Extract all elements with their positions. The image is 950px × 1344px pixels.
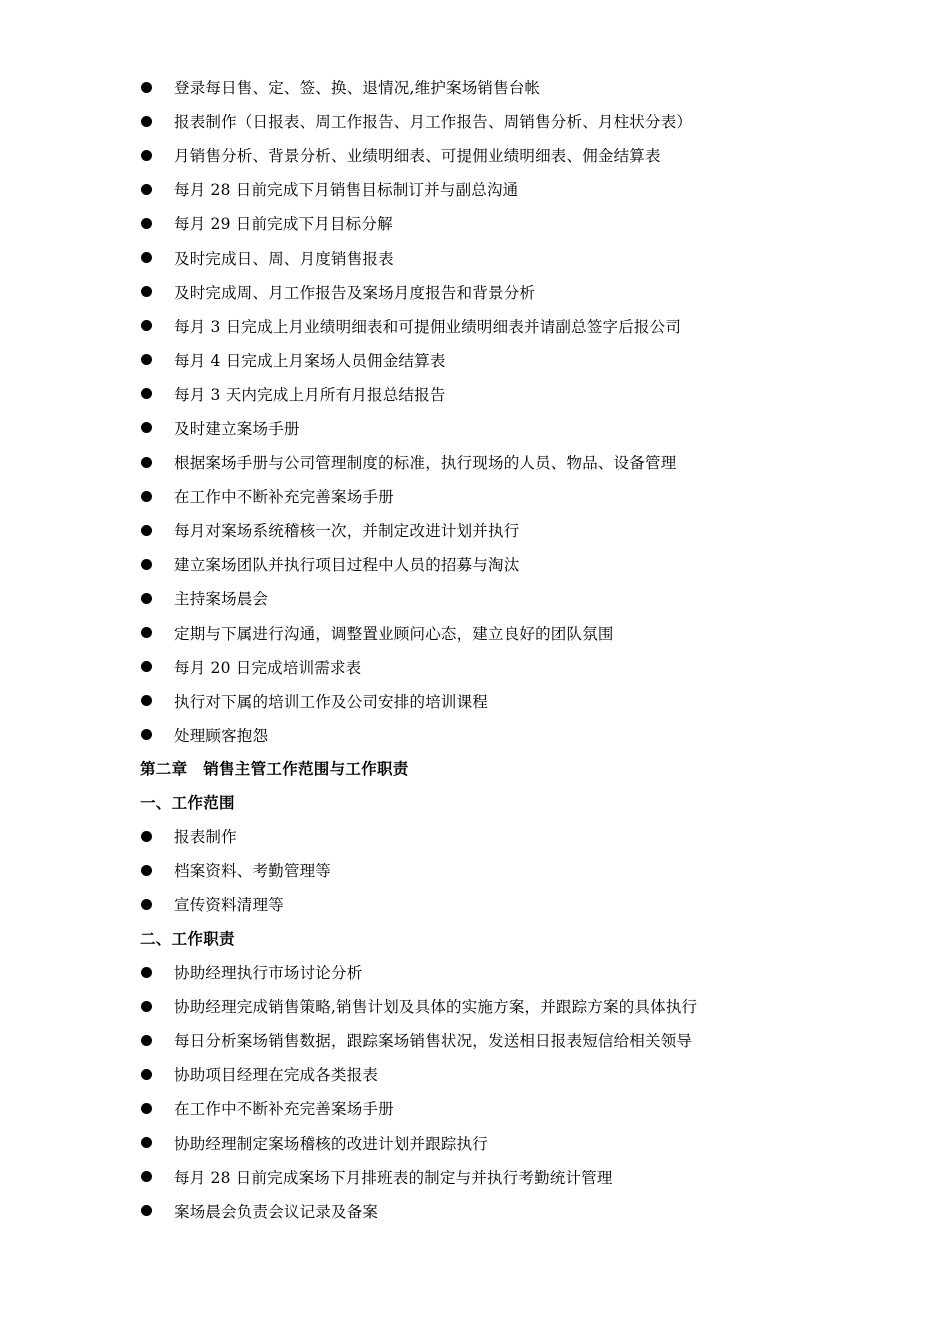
bullet-icon xyxy=(141,422,152,433)
list-item xyxy=(140,343,900,377)
list-item xyxy=(140,104,900,138)
list-item xyxy=(140,887,900,921)
list-item xyxy=(140,1125,900,1159)
list-item xyxy=(140,1057,900,1091)
list-item-text: 月销售分析、背景分析、业绩明细表、可提佣业绩明细表、佣金结算表 xyxy=(174,147,661,166)
bullet-icon xyxy=(141,320,152,331)
bullet-icon xyxy=(141,1137,152,1148)
bullet-icon xyxy=(141,116,152,127)
list-item xyxy=(140,1091,900,1125)
bullet-icon xyxy=(141,184,152,195)
section-heading-scope: 一、工作范围 xyxy=(140,793,235,812)
list-item-text: 协助经理制定案场稽核的改进计划并跟踪执行 xyxy=(174,1134,489,1153)
list-item xyxy=(140,819,900,853)
bullet-icon xyxy=(141,1069,152,1080)
list-item-text: 每月 3 日完成上月业绩明细表和可提佣业绩明细表并请副总签字后报公司 xyxy=(174,317,682,336)
section-heading-duties: 二、工作职责 xyxy=(140,929,235,948)
bullet-icon xyxy=(141,627,152,638)
bullet-icon xyxy=(141,286,152,297)
list-item-text: 每月 20 日完成培训需求表 xyxy=(174,658,362,677)
list-item-text: 定期与下属进行沟通，调整置业顾问心态，建立良好的团队氛围 xyxy=(174,624,614,643)
list-item-text: 每月 3 天内完成上月所有月报总结报告 xyxy=(174,385,446,404)
list-item-text: 协助项目经理在完成各类报表 xyxy=(174,1066,379,1085)
list-item xyxy=(140,650,900,684)
bullet-icon xyxy=(141,831,152,842)
list-item-text: 主持案场晨会 xyxy=(174,590,269,609)
bullet-icon xyxy=(141,218,152,229)
bullet-icon xyxy=(141,1035,152,1046)
bullet-icon xyxy=(141,82,152,93)
list-item xyxy=(140,1194,900,1228)
list-item-text: 及时完成日、周、月度销售报表 xyxy=(174,249,394,268)
list-item-text: 处理顾客抱怨 xyxy=(174,726,269,745)
bullet-icon xyxy=(141,661,152,672)
bullet-icon xyxy=(141,457,152,468)
list-item xyxy=(140,479,900,513)
bullet-icon xyxy=(141,1171,152,1182)
list-item xyxy=(140,309,900,343)
list-item xyxy=(140,581,900,615)
list-item-text: 报表制作 xyxy=(174,828,237,847)
list-item xyxy=(140,172,900,206)
list-item-text: 及时完成周、月工作报告及案场月度报告和背景分析 xyxy=(174,283,536,302)
bullet-icon xyxy=(141,525,152,536)
scope-list xyxy=(140,819,900,921)
list-item-text: 案场晨会负责会议记录及备案 xyxy=(174,1202,379,1221)
list-item xyxy=(140,275,900,309)
list-item-text: 每月 4 日完成上月案场人员佣金结算表 xyxy=(174,351,446,370)
list-item xyxy=(140,547,900,581)
list-item-text: 建立案场团队并执行项目过程中人员的招募与淘汰 xyxy=(174,556,520,575)
list-item-text: 每月 28 日前完成案场下月排班表的制定与并执行考勤统计管理 xyxy=(174,1168,613,1187)
list-item xyxy=(140,1023,900,1057)
bullet-icon xyxy=(141,354,152,365)
list-item xyxy=(140,240,900,274)
list-item xyxy=(140,411,900,445)
list-item xyxy=(140,377,900,411)
list-item xyxy=(140,138,900,172)
bullet-icon xyxy=(141,252,152,263)
list-item-text: 每月对案场系统稽核一次，并制定改进计划并执行 xyxy=(174,522,520,541)
list-item-text: 执行对下属的培训工作及公司安排的培训课程 xyxy=(174,692,489,711)
bullet-icon xyxy=(141,695,152,706)
chapter-title: 第二章 销售主管工作范围与工作职责 xyxy=(140,759,409,778)
list-item xyxy=(140,955,900,989)
list-item-text: 及时建立案场手册 xyxy=(174,419,300,438)
bullet-icon xyxy=(141,593,152,604)
responsibility-list xyxy=(140,70,900,752)
list-item-text: 协助经理完成销售策略,销售计划及具体的实施方案，并跟踪方案的具体执行 xyxy=(174,998,698,1017)
bullet-icon xyxy=(141,150,152,161)
list-item-text: 每日分析案场销售数据，跟踪案场销售状况，发送相日报表短信给相关领导 xyxy=(174,1032,693,1051)
bullet-icon xyxy=(141,1001,152,1012)
list-item-text: 每月 29 日前完成下月目标分解 xyxy=(174,215,393,234)
bullet-icon xyxy=(141,491,152,502)
list-item xyxy=(140,206,900,240)
list-item xyxy=(140,684,900,718)
list-item-text: 在工作中不断补充完善案场手册 xyxy=(174,488,394,507)
bullet-icon xyxy=(141,1205,152,1216)
list-item-text: 协助经理执行市场讨论分析 xyxy=(174,964,363,983)
list-item xyxy=(140,853,900,887)
list-item xyxy=(140,616,900,650)
list-item-text: 登录每日售、定、签、换、退情况,维护案场销售台帐 xyxy=(174,79,541,98)
list-item xyxy=(140,989,900,1023)
bullet-icon xyxy=(141,388,152,399)
list-item-text: 宣传资料清理等 xyxy=(174,896,284,915)
list-item-text: 在工作中不断补充完善案场手册 xyxy=(174,1100,394,1119)
list-item-text: 档案资料、考勤管理等 xyxy=(174,862,332,881)
list-item-text: 报表制作（日报表、周工作报告、月工作报告、周销售分析、月柱状分表） xyxy=(174,113,693,132)
list-item xyxy=(140,1160,900,1194)
duties-list xyxy=(140,955,900,1228)
list-item-text: 根据案场手册与公司管理制度的标准，执行现场的人员、物品、设备管理 xyxy=(174,454,677,473)
list-item xyxy=(140,513,900,547)
list-item xyxy=(140,718,900,752)
list-item xyxy=(140,445,900,479)
bullet-icon xyxy=(141,559,152,570)
bullet-icon xyxy=(141,967,152,978)
list-item xyxy=(140,70,900,104)
bullet-icon xyxy=(141,899,152,910)
bullet-icon xyxy=(141,865,152,876)
bullet-icon xyxy=(141,1103,152,1114)
list-item-text: 每月 28 日前完成下月销售目标制订并与副总沟通 xyxy=(174,181,519,200)
bullet-icon xyxy=(141,729,152,740)
